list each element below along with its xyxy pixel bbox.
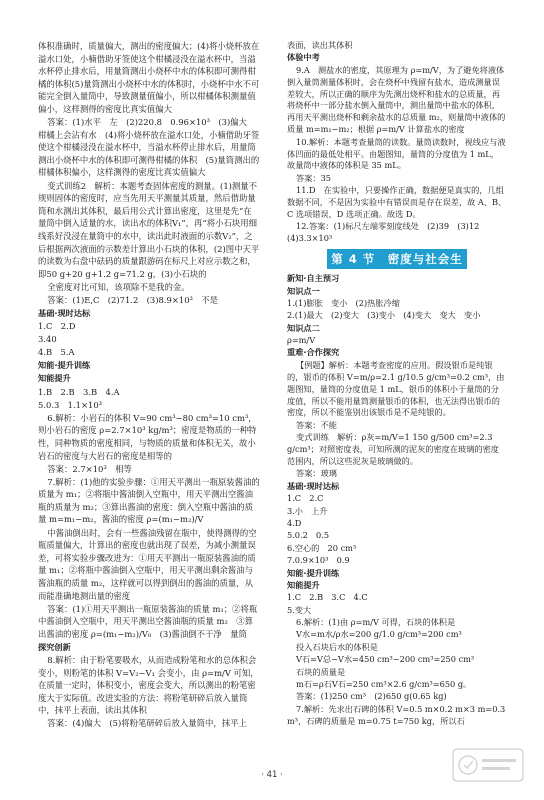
right-heading: 基础·现时达标	[287, 480, 340, 491]
right-heading: 知能提升	[287, 579, 320, 590]
right-column	[287, 40, 507, 728]
left-paragraph: 答案：(1)水平 左 (2)220.8 0.96×10³ (3)偏大 柑橘上会沾有水 (4)将小烧杯放在溢水口处，小楠借助牙签使这个柑橘浸没在溢水杯中，当溢水杯停止排水后，用量筒测出小烧杯中水的体积即可测得柑橘的体积 (5)量筒测出的柑橘体积偏小，这样测得的密度比真实值偏大	[38, 117, 260, 178]
right-paragraph: 投入石块后水的体积是	[296, 641, 378, 652]
right-paragraph: 11.D 在实验中，只要操作正确，数据便是真实的，几组数据不同，不是因为实验中有错误而是存在误差，故 A、B、C 选项错误，D 选项正确。故选 D。	[287, 185, 507, 219]
right-answer: ρ=m/V	[287, 335, 316, 346]
right-answer: 3.小 上升	[287, 505, 328, 516]
right-paragraph: 9.A 测盐水的密度，其原理为 ρ=m/V，为了避免将液体倒入量筒测量体积时，会在烧杯中残留有盐水，造成测量误差较大，所以正确的顺序为先测出烧杯和盐水的总质量，再将烧杯中一部分盐水倒入量筒中，测出量筒中盐水的体积，再用天平测出烧杯和剩余盐水的总质量 m₂，则量筒中液体的质量 m=m₁−m₂；根据 ρ=m/V 计算盐水的密度	[287, 64, 506, 135]
right-paragraph: 6.解析：(1)由 ρ=m/V 可得，石块的体积是	[296, 617, 456, 628]
right-paragraph: 表面，读出其体积	[287, 40, 353, 50]
right-paragraph: V石=V总−V水=450 cm³−200 cm³=250 cm³	[296, 654, 475, 665]
right-paragraph: 答案：不能	[296, 419, 337, 430]
right-heading: 知能·提升训练	[287, 567, 340, 578]
right-paragraph: 7.解析：先求出石碑的体积 V=0.5 m×0.2 m×3 m=0.3 m³，石碑的质量是 m=0.75 t=750 kg，所以石	[287, 703, 506, 726]
right-paragraph: 答案：玻璃	[296, 468, 337, 479]
left-answer: 1.C 2.D	[38, 321, 76, 332]
right-paragraph: V水=m水/ρ水=200 g/1.0 g/cm³=200 cm³	[296, 629, 462, 640]
right-answer: 6.空心的 20 cm³	[287, 542, 357, 553]
left-heading: 探究创新	[38, 641, 71, 652]
left-paragraph: 6.解析：小岩石的体积 V=90 cm³−80 cm³=10 cm³，则小岩石的密度 ρ=2.7×10³ kg/m³；密度是物质的一种特性，同种物质的密度相同，与物质的质量和体积无关，故小岩石的密度与大岩石的密度是相等的	[38, 412, 257, 461]
left-paragraph: 全密度对比可知，该项除不是我的金。	[47, 281, 190, 292]
right-heading: 知识点一	[287, 285, 320, 296]
left-answer: 3.40	[38, 334, 57, 345]
right-paragraph: 12.答案：(1)标尺左端零刻度线处 (2)39 (3)12 (4)3.3×10³	[287, 221, 488, 244]
right-paragraph: 【例题】解析：本题考查密度的应用。假设银币是纯银的，银币的体积 V=m/ρ=2.1 g/10.5 g/cm³=0.2 cm³，由题图知，量筒的分度值是 1 mL，银币的体积小于量筒的分度值，所以不能用量筒测量银币的体积，也无法得出银币的密度，所以不能鉴别出该银币是不是纯银的。	[287, 359, 505, 418]
left-answer: 4.B 5.A	[38, 347, 75, 358]
right-answer: 5.0.2 0.5	[287, 530, 330, 541]
section-banner: 第 4 节 密度与社会生活	[327, 249, 467, 269]
right-answer: 1.(1)膨胀 变小 (2)热胀冷缩	[287, 297, 400, 308]
right-paragraph: 答案：(1)250 cm³ (2)650 g(0.65 kg)	[296, 691, 447, 702]
left-answer: 5.0.3 1.1×10³	[38, 399, 103, 410]
left-paragraph: 中酱油倒出时，会有一些酱油残留在瓶中，使得测得的空瓶质量偏大，计算出的密度也就出现了误差，为减小测量误差，可将实验步骤改进为：①用天平测出一瓶原装酱油的质量 m₁；②将瓶中酱油倒入空瓶中，用天平测出剩余酱油与酱油瓶的质量 m₂，这样就可以得到倒出的酱油的质量，从而能准确地测出量的密度	[38, 527, 257, 601]
left-heading: 基础·现时达标	[38, 307, 91, 318]
right-answer: 2.(1)最大 (2)变大 (3)变小 (4)变大 变大 变小	[287, 310, 481, 321]
right-answer: 4.D	[287, 517, 302, 528]
left-paragraph: 变式训练2 解析：本题考查固体密度的测量。(1)测量不规则固体的密度时，应当先用天平测量其质量，然后借助量筒和水测出其体积，最后用公式计算出密度，这里是先“在量筒中倒入适量的水，读出水的体积V₁”，再“将小石块用细线系好没浸在量筒中的水中，读出此时液面的示数V₂”，之后根据两次液面的示数差计算出小石块的体积，(2)图中天平的读数为右盘中砝码的质量跟游码在标尺上对应示数之和，即50 g+20 g+1.2 g=71.2 g，(3)小石块的	[38, 180, 260, 279]
right-heading: 重难·合作探究	[287, 347, 340, 358]
left-paragraph: 答案：(1)E,C (2)71.2 (3)8.9×10³ 不是	[47, 294, 219, 305]
right-paragraph: 10.解析：本题考查量筒的读数。量筒读数时，视线应与液体凹面的最低处相平。由题图知，量筒的分度值为 1 mL，故量筒中液体的体积是 35 mL。	[287, 136, 506, 171]
left-paragraph: 答案：(4)偏大 (5)将粉笔研碎后放入量筒中，抹平上	[47, 718, 247, 729]
right-answer: 5.变大	[287, 604, 312, 615]
left-paragraph: 答案：(1)①用天平测出一瓶原装酱油的质量 m₁；②将瓶中酱油倒入空瓶中，用天平测出空酱油瓶的质量 m₂ ③算出酱油的密度 ρ=(m₁−m₂)/V₀ (3)酱油倒不干净 量筒	[38, 603, 258, 639]
right-answer: 1.C 2.B 3.C 4.C	[287, 592, 368, 603]
right-answer: 7.0.9×10³ 0.9	[287, 555, 350, 566]
left-answer: 1.B 2.B 3.B 4.A	[38, 386, 120, 397]
left-heading: 知能提升	[38, 373, 71, 384]
left-paragraph: 体积准确时，质量偏大，测出的密度偏大；(4)将小烧杯放在溢水口处，小楠借助牙签使这个柑橘浸没在溢水杯中，当溢水杯停止排水后，用量筒测出小烧杯中水的体积即可测得柑橘的体积(5)量筒测出小烧杯中水的体积时，小烧杯中水不可能完全倒入量筒中，导致测量值偏小，所以柑橘体积测量值偏小，这样测得的密度比真实值偏大	[38, 41, 260, 114]
right-heading: 新知·自主预习	[287, 273, 340, 284]
left-heading: 知能·提升训练	[38, 360, 91, 371]
left-paragraph: 8.解析：由于粉笔要吸水，从而造成粉笔和水的总体积会变小，则粉笔的体积 V=V₂−V₁ 会变小，由 ρ=m/V 可知，在质量一定时，体积变小，密度会变大，所以测出的粉笔密度大于实际值。改进实验的方法：将粉笔研碎后放入量筒中，抹平上表面，读出其体积	[38, 655, 259, 716]
left-column	[38, 40, 260, 731]
right-paragraph: 答案：35	[296, 172, 331, 183]
left-paragraph: 答案：2.7×10³ 相等	[47, 463, 132, 474]
right-heading: 知识点二	[287, 322, 320, 333]
watermark-logo-icon	[452, 748, 524, 782]
right-paragraph: 变式训练 解析：ρ灰=m/V=1 150 g/500 cm³=2.3 g/cm³；对照密度表，可知所测的泥灰的密度在玻璃的密度范围内，所以这些泥灰是玻璃做的。	[287, 432, 499, 466]
right-answer: 1.C 2.C	[287, 493, 324, 504]
right-heading: 体验中考	[287, 52, 320, 63]
right-paragraph: m石=ρ石V石=250 cm³×2.6 g/cm³=650 g。	[296, 679, 472, 690]
page-number: · 41 ·	[261, 770, 283, 780]
right-paragraph: 石块的质量是	[296, 666, 346, 677]
left-paragraph: 7.解析：(1)他的实验步骤：①用天平测出一瓶原装酱油的质量为 m₁；②将瓶中酱油倒入空瓶中，用天平测出空酱油瓶的质量为 m₂；③算出酱油的密度：倒入空瓶中酱油的质量 m=m₁−m₂，酱油的密度 ρ=(m₁−m₂)/V	[38, 476, 260, 525]
